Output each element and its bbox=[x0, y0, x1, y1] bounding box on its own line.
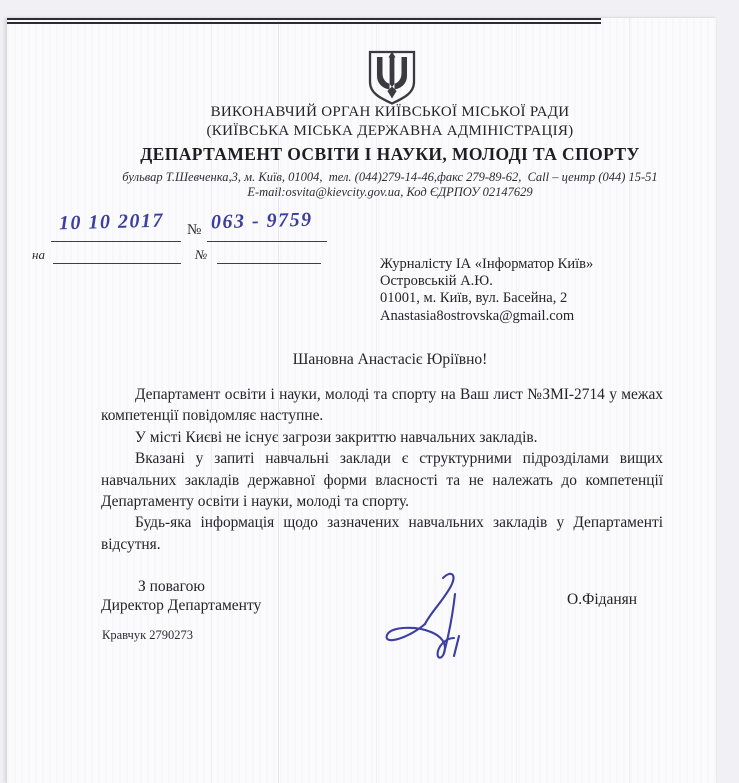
org-name-line1: ВИКОНАВЧИЙ ОРГАН КИЇВСЬКОЇ МІСЬКОЇ РАДИ bbox=[210, 104, 570, 120]
handwritten-date: 10 10 2017 bbox=[58, 209, 165, 235]
ukraine-trident-emblem-icon bbox=[364, 49, 420, 105]
letter-page bbox=[6, 18, 716, 783]
handwritten-outgoing-number: 063 - 9759 bbox=[210, 208, 313, 234]
signer-name: О.Фіданян bbox=[567, 591, 638, 608]
recipient-line-email: Anastasia8ostrovska@gmail.com bbox=[380, 308, 575, 324]
reply-number-blank-line bbox=[217, 262, 321, 264]
reply-date-blank-line bbox=[53, 262, 181, 264]
executor-contact: Кравчук 2790273 bbox=[102, 628, 194, 642]
date-blank-line bbox=[51, 240, 181, 242]
org-name-line2: (КИЇВСЬКА МІСЬКА ДЕРЖАВНА АДМІНІСТРАЦІЯ) bbox=[206, 123, 574, 139]
reply-to-label: на bbox=[32, 247, 45, 262]
letter-body bbox=[101, 384, 663, 555]
body-paragraph: Департамент освіти і науки, молоді та спорту на Ваш лист №ЗМІ-2714 у межах компетенції повідомляє наступне. bbox=[101, 386, 663, 425]
signer-title: Директор Департаменту bbox=[101, 597, 262, 614]
body-paragraph: У місті Києві не існує загрози закриттю навчальних закладів. bbox=[135, 428, 538, 446]
number-sign: № bbox=[187, 222, 202, 238]
recipient-line-address: 01001, м. Київ, вул. Басейна, 2 bbox=[380, 290, 568, 306]
department-name: ДЕПАРТАМЕНТ ОСВІТИ І НАУКИ, МОЛОДІ ТА СПОРТУ bbox=[140, 144, 640, 164]
handwritten-signature-icon bbox=[369, 568, 469, 663]
number-blank-line bbox=[207, 240, 327, 242]
recipient-line-name: Островській А.Ю. bbox=[380, 273, 493, 289]
letterhead-divider-rule bbox=[7, 18, 601, 24]
contact-address-line: бульвар Т.Шевченка,3, м. Київ, 01004, тел. (044)279-14-46,факс 279-89-62, Call – центр (044) 15-51 bbox=[122, 170, 658, 184]
reply-number-sign: № bbox=[195, 247, 208, 262]
body-paragraph: Вказані у запиті навчальні заклади є структурними підрозділами вищих навчальних закладів державної форми власності та не належать до компетенції Департаменту освіти і науки, молоді та спорту. bbox=[101, 450, 663, 511]
recipient-line-org: Журналісту ІА «Інформатор Київ» bbox=[380, 256, 594, 272]
closing-phrase: З повагою bbox=[138, 578, 205, 595]
salutation: Шановна Анастасіє Юріївно! bbox=[292, 351, 488, 368]
body-paragraph: Будь-яка інформація щодо зазначених навчальних закладів у Департаменті відсутня. bbox=[101, 514, 663, 553]
contact-email-line: E-mail:osvita@kievcity.gov.ua, Код ЄДРПОУ 02147629 bbox=[247, 185, 533, 199]
